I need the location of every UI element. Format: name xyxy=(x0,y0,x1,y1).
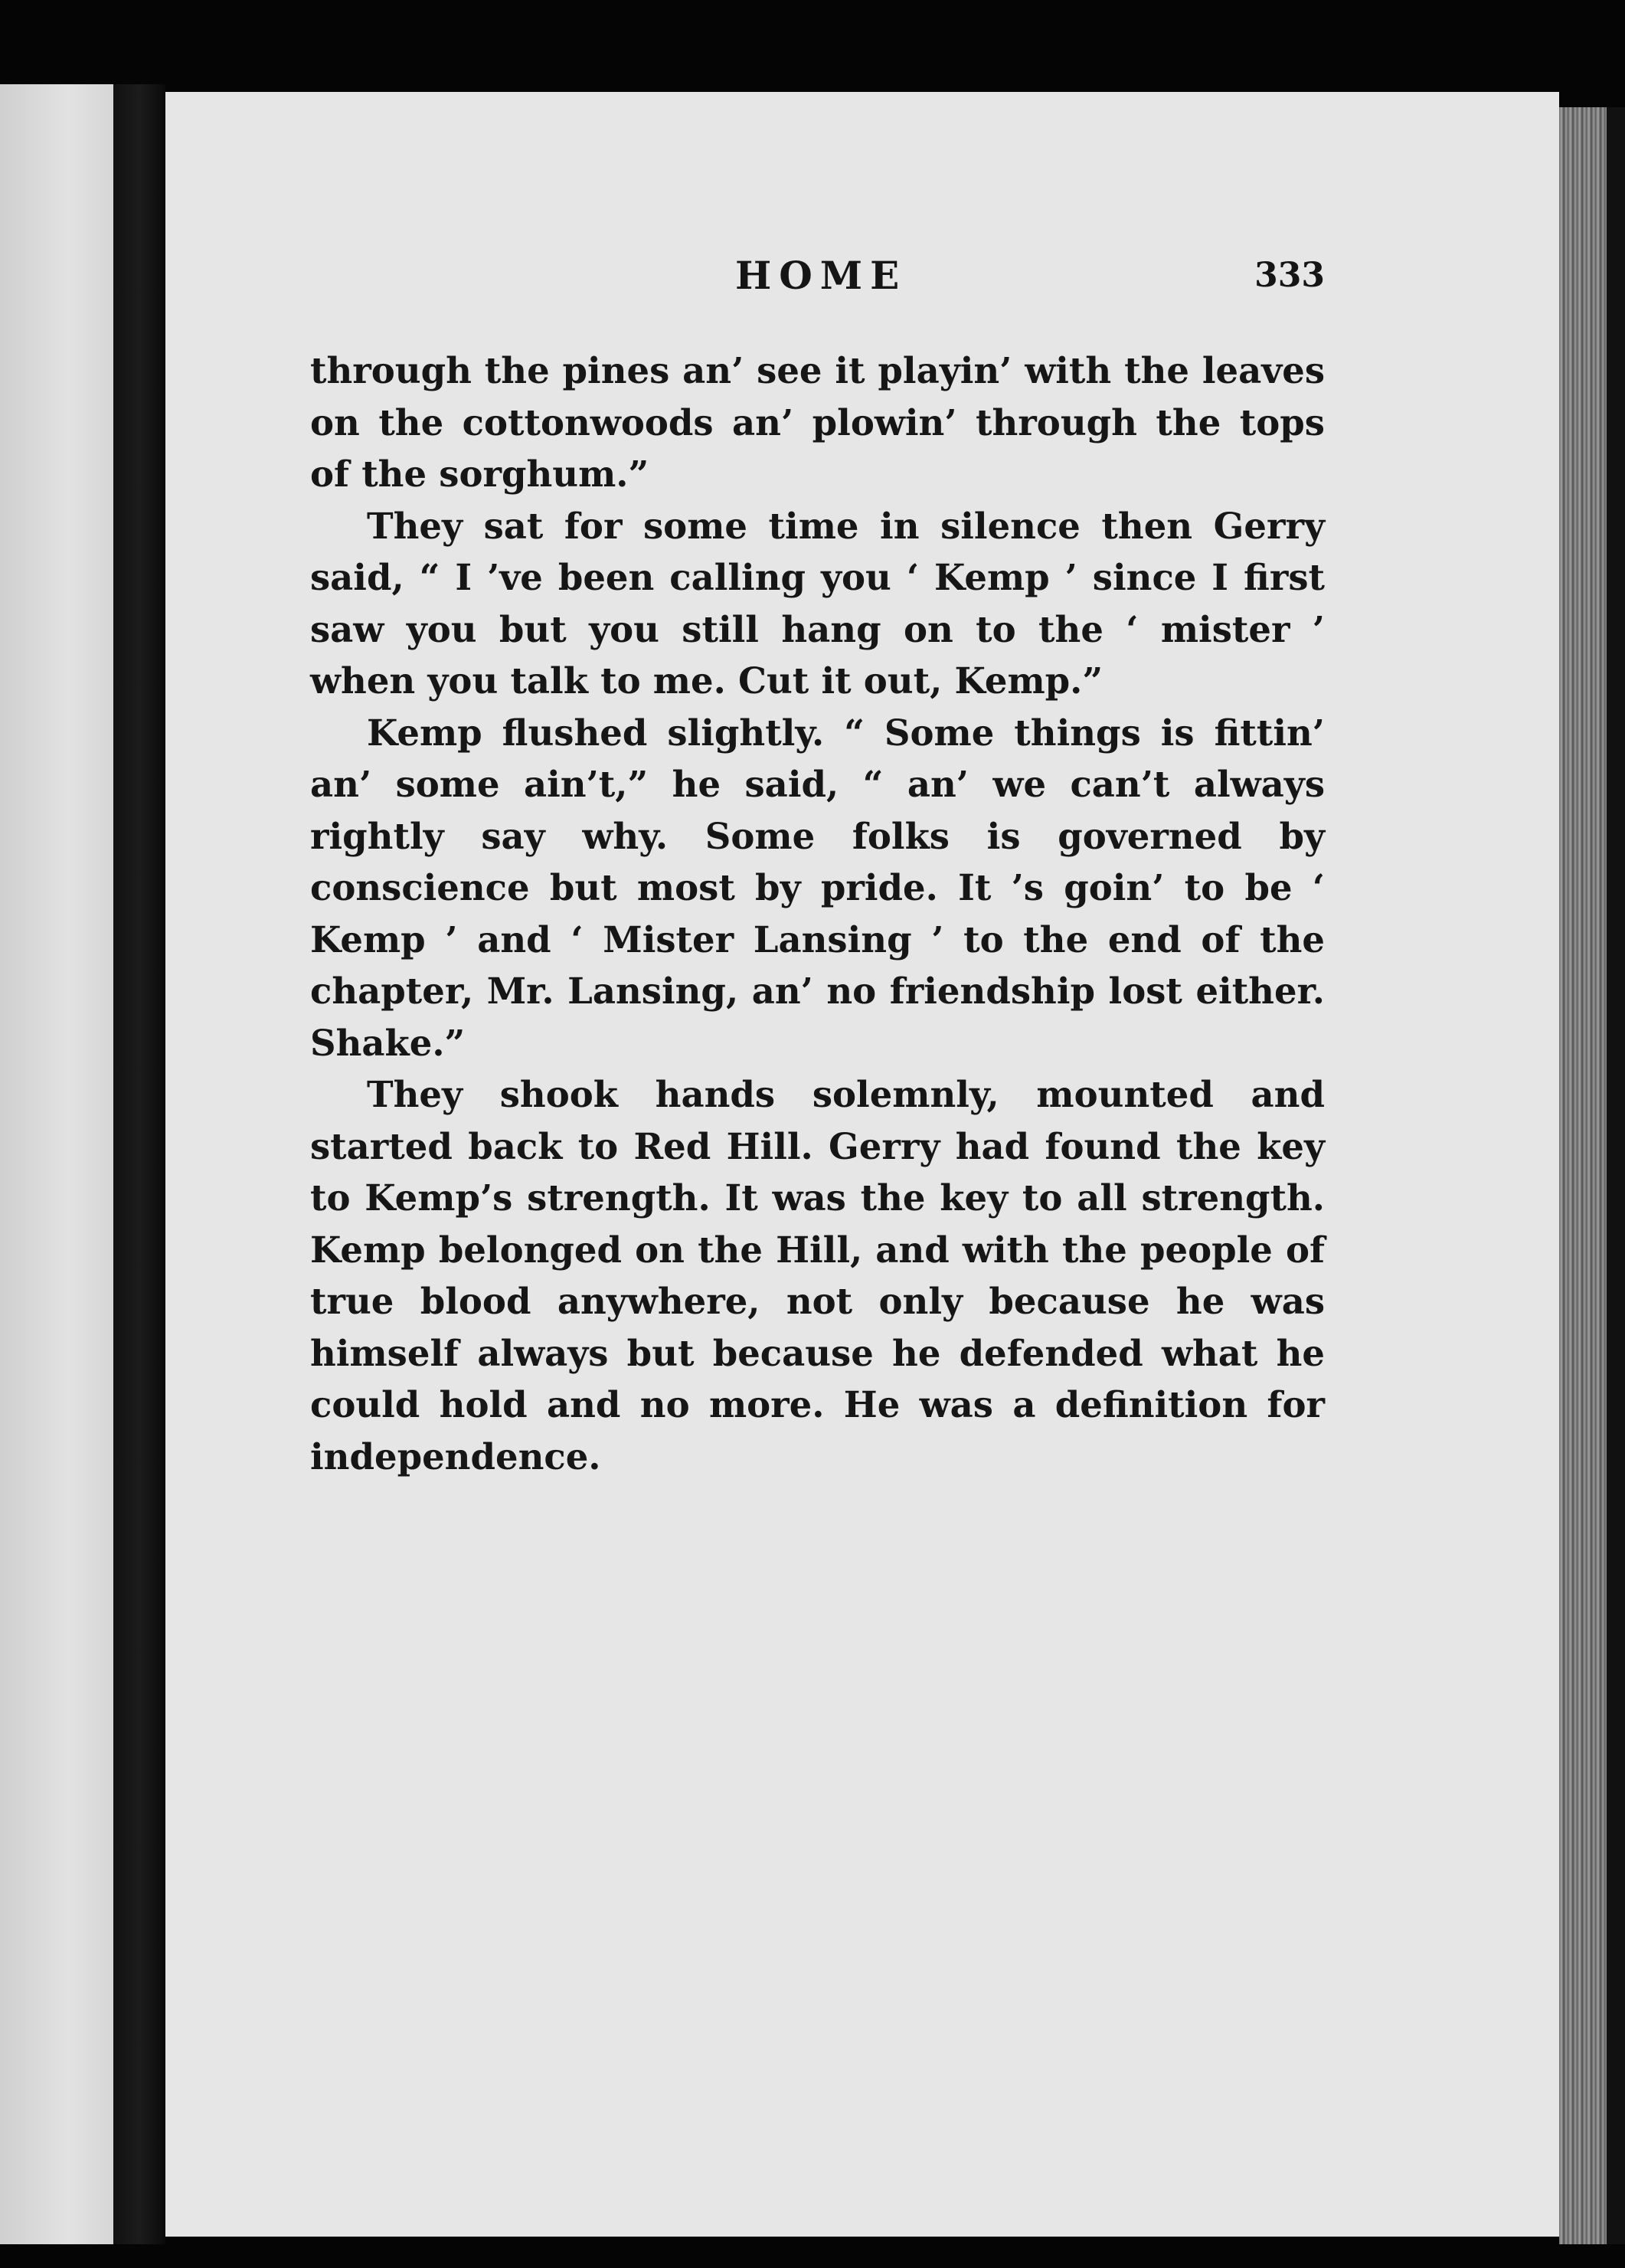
page-header xyxy=(306,253,1325,314)
paragraph: They shook hands solemnly, mounted and started back to Red Hill. Gerry had found the key to Kemp’s strength. It was the key to all strength. Kemp belonged on the Hill, and with the people of true blood anywhere, not only because he was himself always but because he defended what he could hold and no more. He was a definition for independence. xyxy=(310,1073,1325,1478)
body-text xyxy=(310,345,1325,1482)
running-title: HOME xyxy=(735,253,907,298)
page-number: 333 xyxy=(1254,256,1325,295)
paragraph: Kemp flushed slightly. “ Some things is fittin’ an’ some ain’t,” he said, “ an’ we can’t always rightly say why. Some folks is governed by conscience but most by pride. It ’s goin’ to be ‘ Kemp ’ and ‘ Mister Lansing ’ to the end of the chapter, Mr. Lansing, an’ no friendship lost either. Shake.” xyxy=(310,711,1325,1064)
facing-page-edge xyxy=(0,84,113,2244)
book-gutter xyxy=(113,84,165,2244)
paragraph-continuation: through the pines an’ see it playin’ with the leaves on the cottonwoods an’ plowin’ through the tops of the sorghum.” xyxy=(310,349,1325,495)
paragraph: They sat for some time in silence then Gerry said, “ I ’ve been calling you ‘ Kemp ’ since I first saw you but you still hang on to the ‘ mister ’ when you talk to me. Cut it out, Kemp.” xyxy=(310,504,1325,702)
page-stack-edge xyxy=(1559,107,1625,2244)
